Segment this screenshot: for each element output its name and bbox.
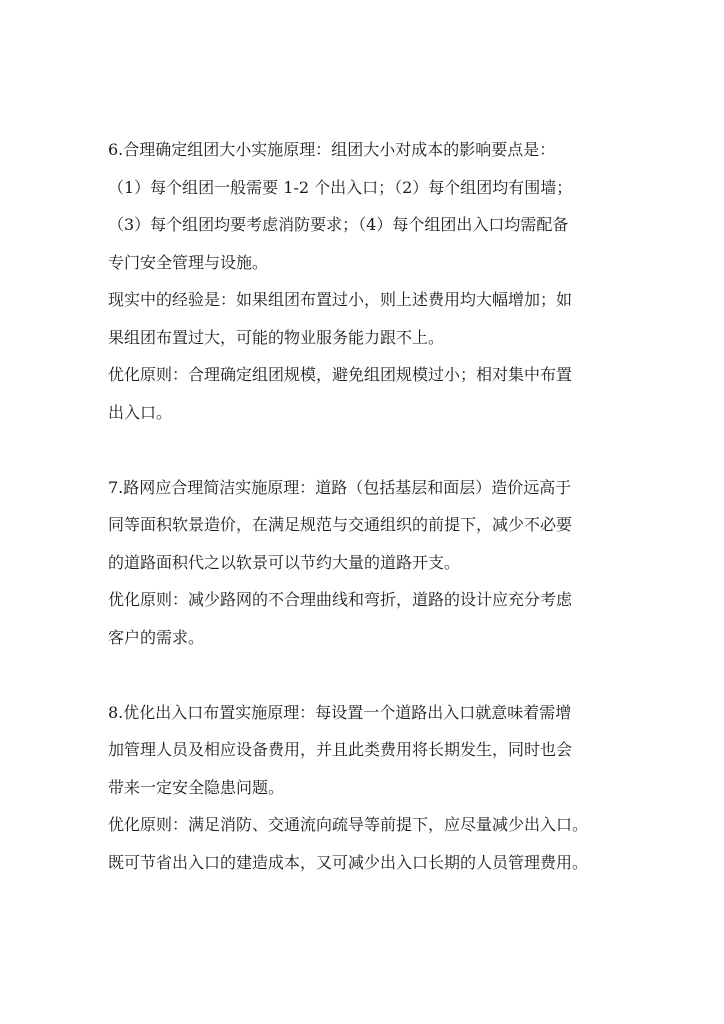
paragraph-line: （1）每个组团一般需要 1-2 个出入口；（2）每个组团均有围墙；: [108, 177, 573, 197]
paragraph-line: 优化原则：减少路网的不合理曲线和弯折，道路的设计应充分考虑: [108, 590, 573, 609]
paragraph-line: 既可节省出入口的建造成本，又可减少出入口长期的人员管理费用。: [108, 852, 589, 872]
paragraph-line: 现实中的经验是：如果组团布置过小，则上述费用均大幅增加；如: [108, 290, 573, 309]
paragraph-line: 带来一定安全隐患问题。: [108, 777, 285, 797]
paragraph-line: 优化原则：合理确定组团规模，避免组团规模过小；相对集中布置: [108, 365, 573, 384]
paragraph-line: 专门安全管理与设施。: [108, 252, 269, 272]
paragraph-line: 加管理人员及相应设备费用，并且此类费用将长期发生，同时也会: [108, 740, 573, 759]
section-spacer: [108, 666, 638, 704]
paragraph-line: 6.合理确定组团大小实施原理：组团大小对成本的影响要点是：: [108, 140, 556, 159]
paragraph-line: 的道路面积代之以软景可以节约大量的道路开支。: [108, 552, 461, 572]
paragraph-line: 优化原则：满足消防、交通流向疏导等前提下，应尽量减少出入口。: [108, 815, 589, 834]
paragraph-line: 同等面积软景造价，在满足规范与交通组织的前提下，减少不必要: [108, 515, 573, 534]
section-7: [108, 479, 638, 646]
paragraph-line: 客户的需求。: [108, 627, 205, 647]
section-8: [108, 704, 638, 871]
section-spacer: [108, 441, 638, 479]
paragraph-line: （3）每个组团均要考虑消防要求；（4）每个组团出入口均需配备: [108, 215, 569, 234]
paragraph-line: 出入口。: [108, 402, 173, 422]
paragraph-line: 8.优化出入口布置实施原理：每设置一个道路出入口就意味着需增: [108, 702, 572, 722]
document-body: [108, 141, 638, 891]
paragraph-line: 果组团布置过大，可能的物业服务能力跟不上。: [108, 327, 445, 347]
paragraph-line: 7.路网应合理简洁实施原理：道路（包括基层和面层）造价远高于: [108, 477, 572, 497]
section-6: [108, 141, 638, 421]
